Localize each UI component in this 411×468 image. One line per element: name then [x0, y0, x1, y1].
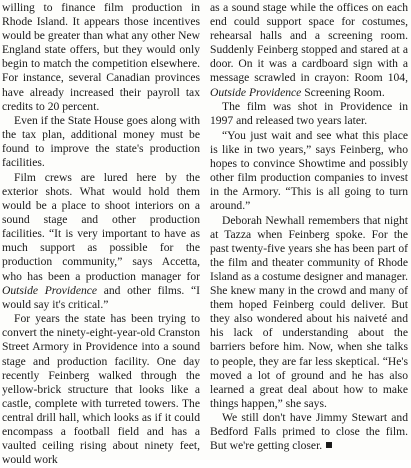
paragraph	[210, 214, 408, 411]
article-column-right	[210, 1, 408, 454]
film-title: Outside Providence	[210, 85, 302, 99]
paragraph-text: Deborah Newhall remembers that night at Tazza when Feinberg spoke. For the past twenty-five years she has been part of the film and theater community of Rhode Island as a costume designer and manager. She knew many in the crowd and many of them hoped Feinberg could deliver. But they also wondered about his naiveté and his lack of understanding about the barriers before him. Now, when she talks to people, they are far less skeptical. “He's moved a lot of ground and he has also learned a great deal about how to make things happen,” she says.	[210, 213, 408, 410]
paragraph-text: We still don't have Jimmy Stewart and Bedford Falls primed to close the film. But we're getting closer.	[210, 411, 408, 453]
paragraph	[210, 1, 408, 100]
paragraph	[2, 312, 200, 467]
paragraph	[2, 1, 200, 114]
article-column-left	[2, 1, 200, 468]
film-title: Outside Providence	[2, 283, 98, 297]
paragraph-text: as a sound stage while the offices on each end could support space for costumes, rehearsal halls and a screening room. Suddenly Feinberg stopped and stared at a door. On it was a cardboard sign with a message scrawled in crayon: Room 104,	[210, 1, 408, 85]
paragraph-text: willing to finance film production in Rhode Island. It appears those incentives would be greater than what any other New England state offers, but they would only begin to match the competition elsewhere. For instance, several Canadian provinces have already increased their payroll tax credits to 20 percent.	[2, 1, 200, 113]
paragraph	[210, 411, 408, 453]
paragraph-text: and other films. “I would say it's critical.”	[2, 283, 200, 311]
paragraph	[210, 129, 408, 214]
paragraph-text: The film was shot in Providence in 1997 and released two years later.	[210, 100, 408, 128]
paragraph	[2, 171, 200, 312]
paragraph	[2, 114, 200, 170]
paragraph-text: Even if the State House goes along with the tax plan, additional money must be found to improve the state's production facilities.	[2, 114, 200, 170]
paragraph-text: Screening Room.	[301, 85, 385, 99]
paragraph-text: “You just wait and see what this place is like in two years,” says Feinberg, who hopes to convince Showtime and possibly other film production companies to invest in the Armory. “This is all going to turn around.”	[210, 128, 408, 213]
end-of-article-mark	[326, 442, 332, 448]
paragraph	[210, 100, 408, 128]
paragraph-text: Film crews are lured here by the exterior shots. What would hold them would be a place to shoot interiors on a sound stage and other production facilities. “It is very important to have as much support as possible for the production community,” says Accetta, who has been a production manager for	[2, 170, 200, 283]
paragraph-text: For years the state has been trying to convert the ninety-eight-year-old Cranston Street Armory in Providence into a sound stage and production facility. One day recently Feinberg walked through the yellow-brick structure that looks like a castle, complete with turreted towers. The central drill hall, which looks as if it could encompass a football field and has a vaulted ceiling rising about ninety feet, would work	[2, 312, 200, 467]
